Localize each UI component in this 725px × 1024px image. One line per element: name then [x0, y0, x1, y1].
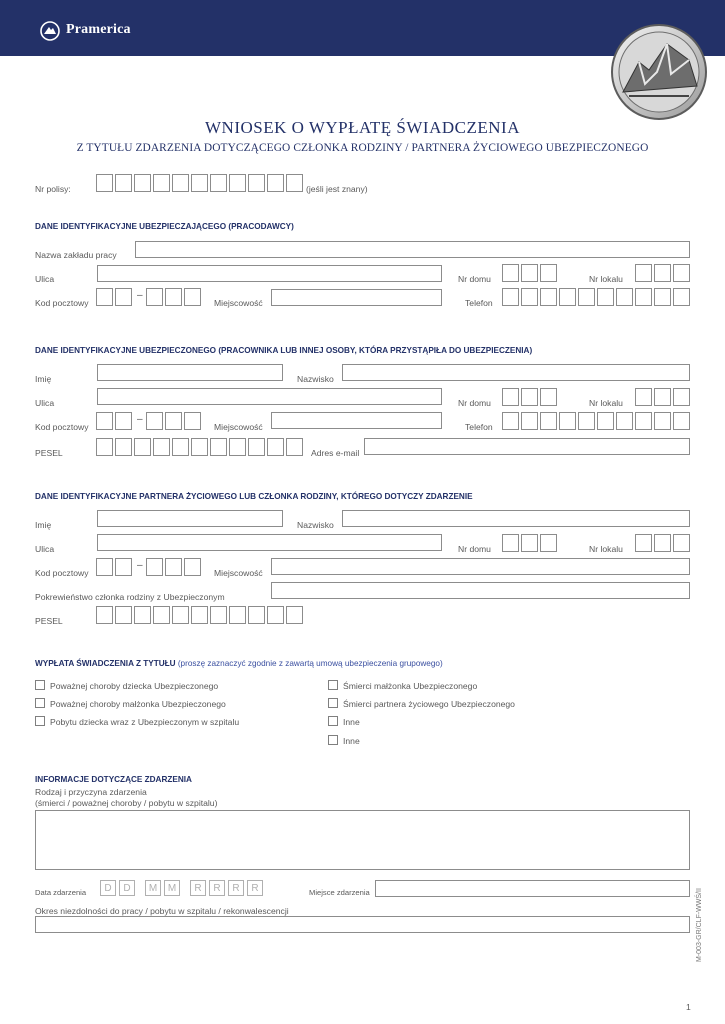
option-other-2-checkbox[interactable] [328, 735, 338, 745]
family-house-label: Nr domu [458, 544, 491, 554]
insured-flat-cells[interactable] [635, 388, 690, 406]
form-code: M-003-GR/CLF-WWŚ/II [696, 888, 703, 962]
policy-number-cells[interactable] [96, 174, 303, 192]
incapacity-period-label: Okres niezdolności do pracy / pobytu w szpitalu / rekonwalescencji [35, 906, 289, 916]
option-spouse-death-label: Śmierci małżonka Ubezpieczonego [343, 681, 478, 691]
employer-postcode-label: Kod pocztowy [35, 298, 89, 308]
event-date-cells[interactable] [100, 880, 266, 896]
insured-postcode-cells-b[interactable] [146, 412, 201, 430]
form-subtitle: Z TYTUŁU ZDARZENIA DOTYCZĄCEGO CZŁONKA RODZINY / PARTNERA ŻYCIOWEGO UBEZPIECZONEGO [76, 142, 649, 154]
option-child-illness-checkbox[interactable] [35, 680, 45, 690]
family-first-name-field[interactable] [97, 510, 283, 527]
date-year-cell[interactable]: R [209, 880, 225, 896]
insured-flat-label: Nr lokalu [589, 398, 623, 408]
insured-pesel-label: PESEL [35, 448, 63, 458]
policy-label: Nr polisy: [35, 184, 71, 194]
family-first-name-label: Imię [35, 520, 52, 530]
benefit-title-text: WYPŁATA ŚWIADCZENIA Z TYTUŁU [35, 659, 176, 668]
insured-city-field[interactable] [271, 412, 442, 429]
section-employer-title: DANE IDENTYFIKACYJNE UBEZPIECZAJĄCEGO (PRACODAWCY) [35, 222, 294, 231]
event-type-label-2: (śmierci / poważnej choroby / pobytu w szpitalu) [35, 798, 218, 808]
brand-name: Pramerica [66, 22, 131, 37]
employer-phone-cells[interactable] [502, 288, 690, 306]
option-other-1-checkbox[interactable] [328, 716, 338, 726]
insured-pesel-cells[interactable] [96, 438, 303, 456]
company-name-field[interactable] [135, 241, 690, 258]
relation-label: Pokrewieństwo członka rodziny z Ubezpieczonym [35, 592, 225, 602]
postcode-dash: – [137, 290, 143, 301]
option-other-1-label: Inne [343, 717, 360, 727]
family-city-label: Miejscowość [214, 568, 263, 578]
family-postcode-label: Kod pocztowy [35, 568, 89, 578]
insured-phone-cells[interactable] [502, 412, 690, 430]
company-name-label: Nazwa zakładu pracy [35, 250, 117, 260]
section-benefit-title [35, 659, 443, 668]
pramerica-logo-icon [40, 21, 60, 41]
relation-field[interactable] [271, 582, 690, 599]
form-title: WNIOSEK O WYPŁATĘ ŚWIADCZENIA [205, 118, 520, 137]
event-type-label-1: Rodzaj i przyczyna zdarzenia [35, 787, 147, 797]
date-year-cell[interactable]: R [190, 880, 206, 896]
date-year-cell[interactable]: R [247, 880, 263, 896]
family-flat-label: Nr lokalu [589, 544, 623, 554]
employer-flat-label: Nr lokalu [589, 274, 623, 284]
section-insured-title: DANE IDENTYFIKACYJNE UBEZPIECZONEGO (PRACOWNIKA LUB INNEJ OSOBY, KTÓRA PRZYSTĄPIŁA DO UBEZPIECZENIA) [35, 346, 533, 355]
family-street-field[interactable] [97, 534, 442, 551]
option-partner-death-checkbox[interactable] [328, 698, 338, 708]
insured-street-label: Ulica [35, 398, 55, 408]
insured-email-label: Adres e-mail [311, 448, 360, 458]
date-month-cell[interactable]: M [164, 880, 180, 896]
insured-last-name-label: Nazwisko [297, 374, 334, 384]
option-spouse-death-checkbox[interactable] [328, 680, 338, 690]
family-street-label: Ulica [35, 544, 55, 554]
incapacity-period-field[interactable] [35, 916, 690, 933]
date-day-cell[interactable]: D [119, 880, 135, 896]
employer-postcode-cells-a[interactable] [96, 288, 132, 306]
family-city-field[interactable] [271, 558, 690, 575]
insured-street-field[interactable] [97, 388, 442, 405]
family-postcode-cells-a[interactable] [96, 558, 132, 576]
employer-house-cells[interactable] [502, 264, 557, 282]
family-pesel-label: PESEL [35, 616, 63, 626]
insured-postcode-cells-a[interactable] [96, 412, 132, 430]
event-place-field[interactable] [375, 880, 690, 897]
insured-phone-label: Telefon [465, 422, 493, 432]
insured-postcode-label: Kod pocztowy [35, 422, 89, 432]
page-number: 1 [686, 1002, 691, 1012]
insured-house-cells[interactable] [502, 388, 557, 406]
insured-last-name-field[interactable] [342, 364, 690, 381]
event-date-label: Data zdarzenia [35, 888, 87, 897]
postcode-dash: – [137, 414, 143, 425]
section-event-title: INFORMACJE DOTYCZĄCE ZDARZENIA [35, 775, 192, 784]
policy-note: (jeśli jest znany) [306, 184, 368, 194]
insured-city-label: Miejscowość [214, 422, 263, 432]
option-partner-death-label: Śmierci partnera życiowego Ubezpieczonego [343, 699, 515, 709]
date-day-cell[interactable]: D [100, 880, 116, 896]
option-child-hospital-checkbox[interactable] [35, 716, 45, 726]
employer-postcode-cells-b[interactable] [146, 288, 201, 306]
employer-city-label: Miejscowość [214, 298, 263, 308]
employer-street-label: Ulica [35, 274, 55, 284]
insured-email-field[interactable] [364, 438, 690, 455]
option-other-2-label: Inne [343, 736, 360, 746]
family-last-name-field[interactable] [342, 510, 690, 527]
event-place-label: Miejsce zdarzenia [309, 888, 370, 897]
event-description-field[interactable] [35, 810, 690, 870]
option-spouse-illness-label: Poważnej choroby małżonka Ubezpieczonego [50, 699, 226, 709]
benefit-note: (proszę zaznaczyć zgodnie z zawartą umową ubezpieczenia grupowego) [177, 659, 443, 668]
family-postcode-cells-b[interactable] [146, 558, 201, 576]
family-last-name-label: Nazwisko [297, 520, 334, 530]
employer-phone-label: Telefon [465, 298, 493, 308]
family-flat-cells[interactable] [635, 534, 690, 552]
rock-emblem-icon [609, 22, 709, 122]
insured-first-name-label: Imię [35, 374, 52, 384]
postcode-dash: – [137, 560, 143, 571]
employer-city-field[interactable] [271, 289, 442, 306]
section-family-title: DANE IDENTYFIKACYJNE PARTNERA ŻYCIOWEGO LUB CZŁONKA RODZINY, KTÓREGO DOTYCZY ZDARZENIE [35, 492, 473, 501]
employer-house-label: Nr domu [458, 274, 491, 284]
date-month-cell[interactable]: M [145, 880, 161, 896]
employer-flat-cells[interactable] [635, 264, 690, 282]
option-child-illness-label: Poważnej choroby dziecka Ubezpieczonego [50, 681, 219, 691]
option-spouse-illness-checkbox[interactable] [35, 698, 45, 708]
date-year-cell[interactable]: R [228, 880, 244, 896]
insured-first-name-field[interactable] [97, 364, 283, 381]
employer-street-field[interactable] [97, 265, 442, 282]
option-child-hospital-label: Pobytu dziecka wraz z Ubezpieczonym w szpitalu [50, 717, 240, 727]
insured-house-label: Nr domu [458, 398, 491, 408]
family-pesel-cells[interactable] [96, 606, 303, 624]
family-house-cells[interactable] [502, 534, 557, 552]
